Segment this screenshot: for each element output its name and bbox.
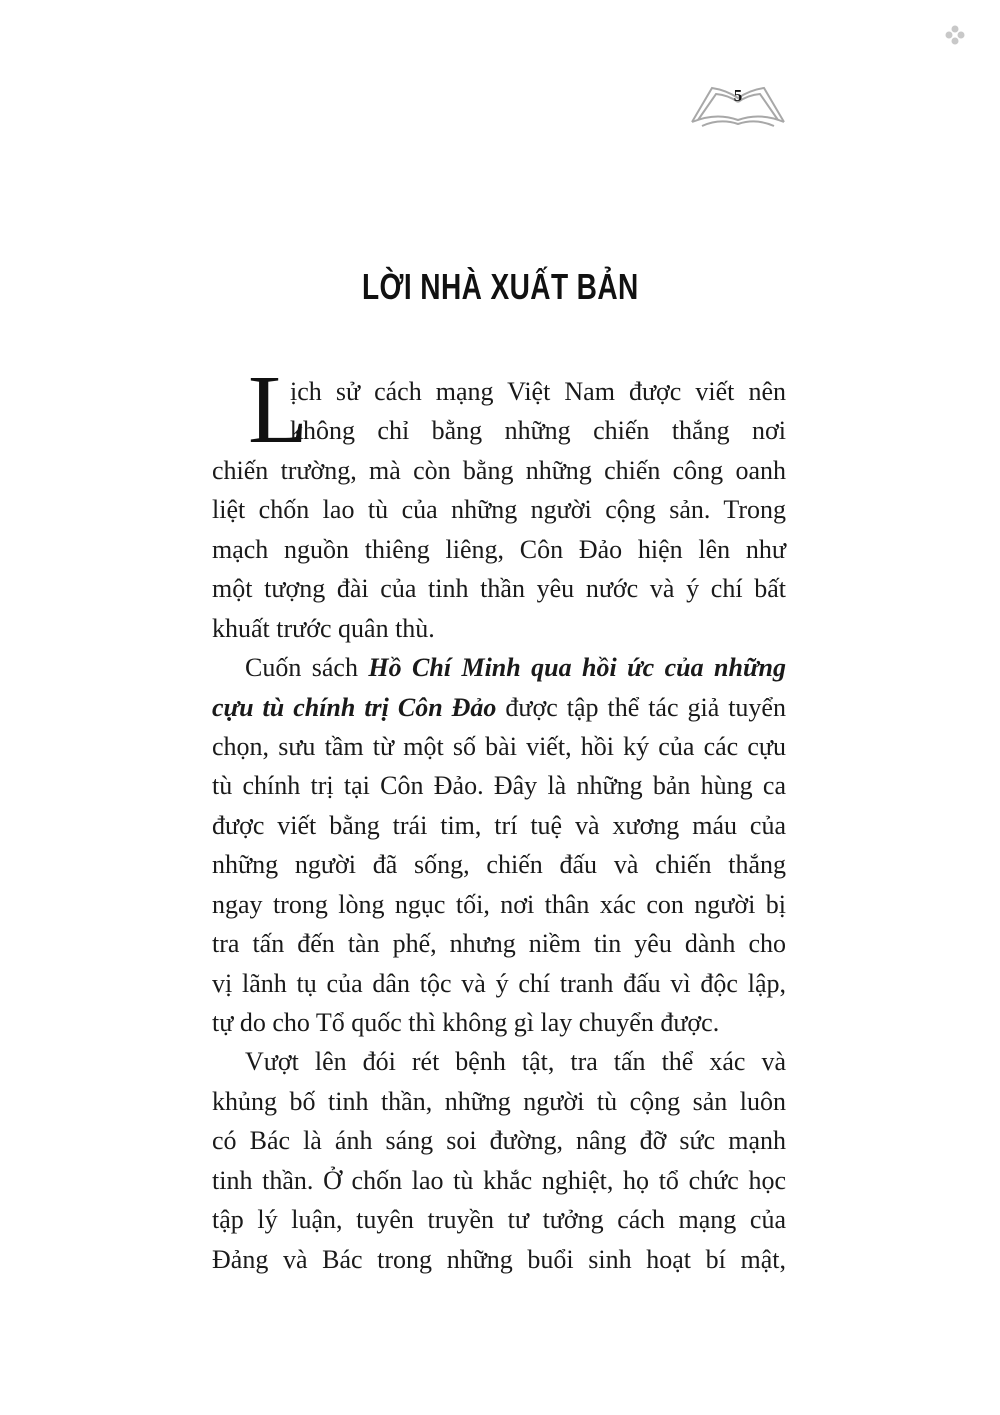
page-number-badge: [688, 80, 788, 130]
text-line: vị lãnh tụ của dân tộc và ý chí tranh đấu vì độc lập,: [212, 968, 786, 998]
text-line: liệt chốn lao tù của những người cộng sản. Trong: [212, 495, 786, 525]
text-line: tập lý luận, tuyên truyền tư tưởng cách mạng của: [212, 1205, 786, 1235]
text-line: được viết bằng trái tim, trí tuệ và xương máu của: [212, 810, 786, 840]
drop-cap: L: [248, 356, 308, 464]
text-segment: được tập thể tác giả tuyển: [496, 692, 786, 722]
text-line: Vượt lên đói rét bệnh tật, tra tấn thể xác và: [245, 1047, 786, 1077]
chapter-title: LỜI NHÀ XUẤT BẢN: [361, 266, 639, 307]
text-line: [212, 688, 786, 727]
text-line: tự do cho Tổ quốc thì không gì lay chuyển được.: [212, 1008, 720, 1037]
text-line: chọn, sưu tầm từ một số bài viết, hồi ký của các cựu: [212, 731, 786, 761]
text-line: mạch nguồn thiêng liêng, Côn Đảo hiện lên như: [212, 534, 786, 564]
text-line: chiến trường, mà còn bằng những chiến công oanh: [212, 455, 786, 485]
page-number: 5: [733, 86, 743, 105]
text-line: những người đã sống, chiến đấu và chiến thắng: [212, 850, 786, 880]
text-line: ngay trong lòng ngục tối, nơi thân xác con người bị: [212, 889, 786, 919]
book-title-emphasis: Hồ Chí Minh qua hồi ức của những: [368, 653, 786, 683]
text-line: một tượng đài của tinh thần yêu nước và ý chí bất: [212, 574, 786, 604]
text-line: có Bác là ánh sáng soi đường, nâng đỡ sức mạnh: [212, 1126, 786, 1156]
text-line: khủng bố tinh thần, những người tù cộng sản luôn: [212, 1086, 786, 1116]
body-text: [212, 356, 786, 1279]
text-line: ịch sử cách mạng Việt Nam được viết nên: [290, 377, 786, 406]
text-segment: Cuốn sách: [245, 653, 369, 683]
text-line: tinh thần. Ở chốn lao tù khắc nghiệt, họ tổ chức học: [212, 1165, 786, 1195]
text-line: khuất trước quân thù.: [212, 613, 435, 643]
text-line: không chỉ bằng những chiến thắng nơi: [290, 416, 786, 446]
book-title-emphasis: cựu tù chính trị Côn Đảo: [212, 692, 497, 722]
text-line: Đảng và Bác trong những buổi sinh hoạt bí mật,: [212, 1244, 786, 1274]
text-line: tra tấn đến tàn phế, nhưng niềm tin yêu dành cho: [212, 929, 786, 959]
flower-ornament-icon: [944, 24, 966, 46]
text-line: [212, 648, 786, 687]
text-line: tù chính trị tại Côn Đảo. Đây là những bản hùng ca: [212, 771, 786, 801]
